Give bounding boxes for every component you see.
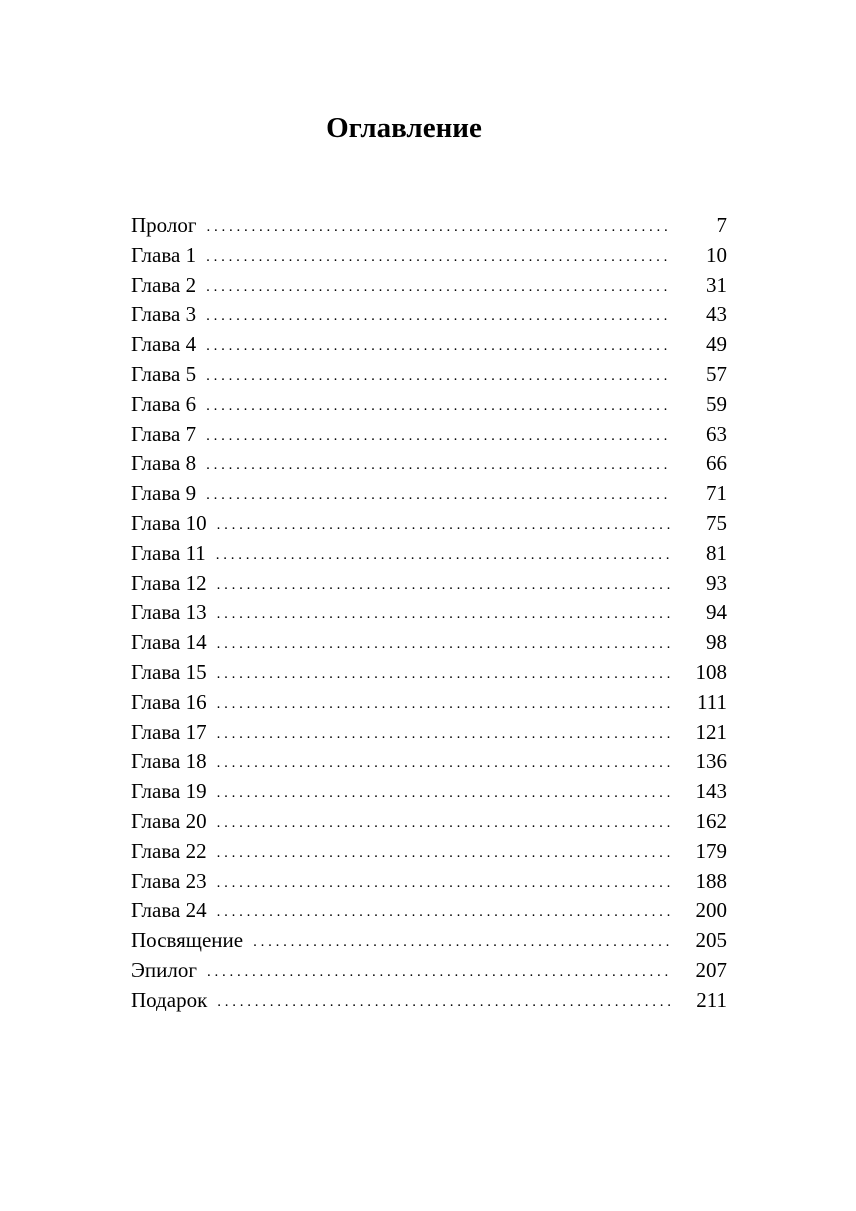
dot-leader <box>206 481 671 511</box>
toc-entry[interactable] <box>131 241 727 271</box>
toc-entry-title: Глава 1 <box>131 242 197 267</box>
toc-entry-page: 207 <box>695 957 727 982</box>
toc-entry-page: 66 <box>706 451 727 476</box>
toc-entry-title: Глава 8 <box>131 451 197 476</box>
page-title: Оглавление <box>326 112 482 144</box>
dot-leader <box>206 422 671 452</box>
toc-entry-page: 10 <box>706 242 727 267</box>
toc-entry-title: Глава 11 <box>131 540 206 565</box>
toc-entry-title: Глава 19 <box>131 779 207 804</box>
toc-entry-title: Глава 15 <box>131 659 207 684</box>
toc-entry[interactable] <box>131 986 727 1016</box>
toc-entry-page: 205 <box>695 928 727 953</box>
dot-leader <box>206 302 671 332</box>
toc-entry-title: Глава 24 <box>131 898 207 923</box>
dot-leader <box>217 511 671 541</box>
dot-leader <box>217 720 671 750</box>
toc-entry-page: 136 <box>695 749 727 774</box>
dot-leader <box>206 362 671 392</box>
toc-entry[interactable] <box>131 867 727 897</box>
toc-entry[interactable] <box>131 479 727 509</box>
toc-entry-title: Глава 9 <box>131 481 197 506</box>
toc-entry-page: 211 <box>696 987 727 1012</box>
toc-entry-title: Глава 10 <box>131 510 207 535</box>
dot-leader <box>253 928 671 958</box>
dot-leader <box>217 988 671 1018</box>
dot-leader <box>206 213 671 243</box>
toc-entry-page: 31 <box>706 272 727 297</box>
toc-entry[interactable] <box>131 658 727 688</box>
toc-entry-page: 98 <box>706 630 727 655</box>
toc-entry[interactable] <box>131 926 727 956</box>
dot-leader <box>217 600 671 630</box>
toc-entry-title: Глава 17 <box>131 719 207 744</box>
dot-leader <box>206 392 671 422</box>
toc-entry-page: 143 <box>695 779 727 804</box>
toc-entry-page: 43 <box>706 302 727 327</box>
toc-entry-title: Подарок <box>131 987 208 1012</box>
toc-entry-page: 162 <box>695 808 727 833</box>
toc-entry[interactable] <box>131 896 727 926</box>
toc-entry-title: Глава 14 <box>131 630 207 655</box>
toc-entry[interactable] <box>131 837 727 867</box>
toc-entry[interactable] <box>131 539 727 569</box>
toc-entry[interactable] <box>131 688 727 718</box>
toc-entry[interactable] <box>131 718 727 748</box>
toc-entry-page: 179 <box>695 838 727 863</box>
dot-leader <box>217 749 671 779</box>
dot-leader <box>217 571 671 601</box>
toc-entry-title: Посвящение <box>131 928 244 953</box>
toc-entry-title: Глава 2 <box>131 272 197 297</box>
toc-entry[interactable] <box>131 420 727 450</box>
toc-entry-title: Глава 3 <box>131 302 197 327</box>
toc-entry-page: 71 <box>706 481 727 506</box>
dot-leader <box>217 690 671 720</box>
dot-leader <box>206 273 671 303</box>
toc-entry[interactable] <box>131 390 727 420</box>
toc-entry[interactable] <box>131 747 727 777</box>
toc-entry-title: Глава 12 <box>131 570 207 595</box>
dot-leader <box>217 660 671 690</box>
toc-entry[interactable] <box>131 211 727 241</box>
dot-leader <box>217 630 671 660</box>
toc-entry-page: 108 <box>695 659 727 684</box>
toc-entry-page: 121 <box>695 719 727 744</box>
dot-leader <box>217 839 671 869</box>
table-of-contents <box>131 211 727 1016</box>
toc-entry-title: Глава 20 <box>131 808 207 833</box>
toc-entry-page: 49 <box>706 332 727 357</box>
toc-entry-title: Эпилог <box>131 957 197 982</box>
toc-entry[interactable] <box>131 300 727 330</box>
toc-entry[interactable] <box>131 330 727 360</box>
dot-leader <box>207 958 671 988</box>
toc-entry[interactable] <box>131 271 727 301</box>
dot-leader <box>217 779 671 809</box>
toc-entry-title: Глава 23 <box>131 868 207 893</box>
toc-entry-title: Пролог <box>131 213 197 237</box>
toc-entry-page: 75 <box>706 510 727 535</box>
toc-entry-title: Глава 7 <box>131 421 197 446</box>
toc-entry-page: 94 <box>706 600 727 625</box>
toc-entry-title: Глава 4 <box>131 332 197 357</box>
toc-entry-title: Глава 22 <box>131 838 207 863</box>
toc-entry-title: Глава 16 <box>131 689 207 714</box>
toc-entry[interactable] <box>131 509 727 539</box>
toc-entry-page: 81 <box>706 540 727 565</box>
toc-entry-page: 59 <box>706 391 727 416</box>
toc-entry-page: 111 <box>697 689 727 714</box>
toc-entry-page: 57 <box>706 361 727 386</box>
toc-entry[interactable] <box>131 360 727 390</box>
toc-entry[interactable] <box>131 956 727 986</box>
dot-leader <box>206 332 671 362</box>
toc-entry-page: 188 <box>695 868 727 893</box>
toc-entry[interactable] <box>131 598 727 628</box>
dot-leader <box>216 541 671 571</box>
toc-entry[interactable] <box>131 449 727 479</box>
toc-entry-page: 93 <box>706 570 727 595</box>
dot-leader <box>217 809 671 839</box>
dot-leader <box>217 869 671 899</box>
toc-entry-page: 63 <box>706 421 727 446</box>
dot-leader <box>206 451 671 481</box>
toc-entry-title: Глава 18 <box>131 749 207 774</box>
dot-leader <box>206 243 671 273</box>
toc-entry[interactable] <box>131 569 727 599</box>
toc-entry-title: Глава 6 <box>131 391 197 416</box>
toc-entry[interactable] <box>131 777 727 807</box>
dot-leader <box>217 898 671 928</box>
toc-entry-title: Глава 13 <box>131 600 207 625</box>
toc-entry[interactable] <box>131 807 727 837</box>
toc-entry-page: 7 <box>716 213 727 237</box>
toc-entry-page: 200 <box>695 898 727 923</box>
toc-entry[interactable] <box>131 628 727 658</box>
toc-entry-title: Глава 5 <box>131 361 197 386</box>
